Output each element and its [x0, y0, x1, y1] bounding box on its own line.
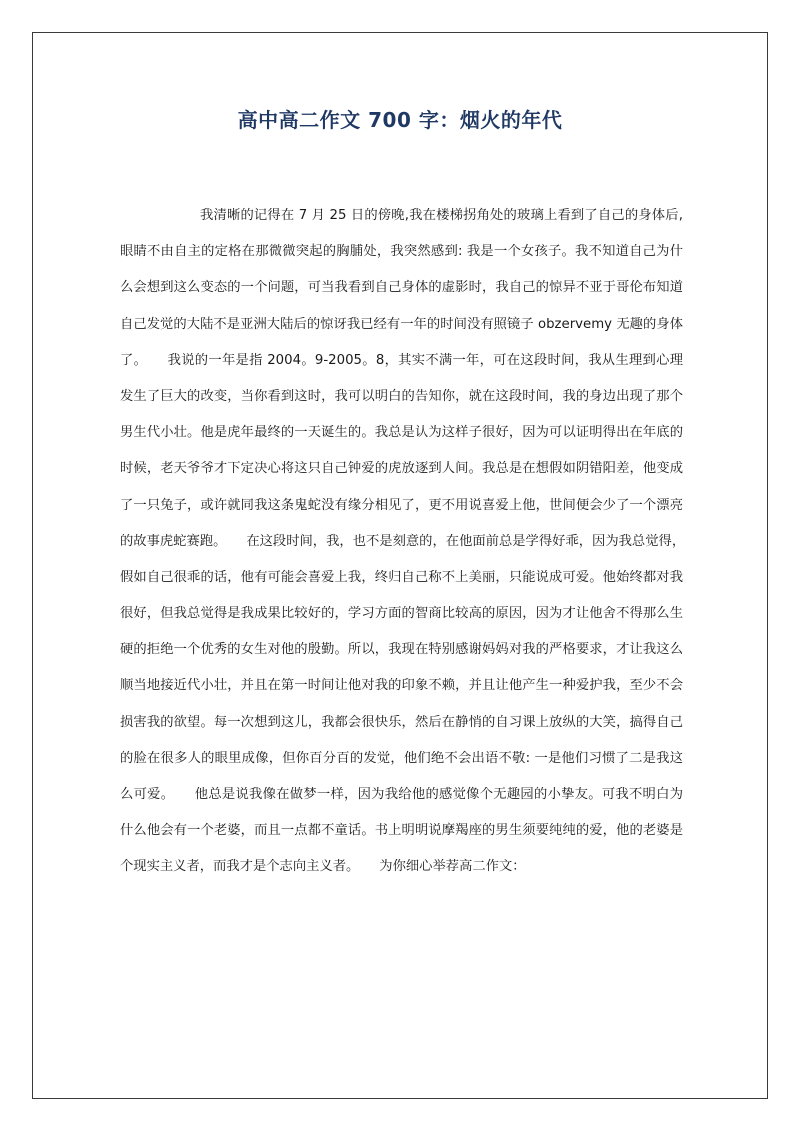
essay-line: 的故事虎蛇赛跑。 在这段时间，我，也不是刻意的，在他面前总是学得好乖，因为我总觉得，: [120, 533, 686, 549]
essay-line: 了。 我说的一年是指 2004。9-2005。8，其实不满一年，可在这段时间，我从生理到心理: [120, 352, 683, 368]
essay-line: 自己发觉的大陆不是亚洲大陆后的惊讶我已经有一年的时间没有照镜子 obzervemy 无趣的身体: [120, 316, 683, 332]
essay-line: 眼睛不由自主的定格在那微微突起的胸脯处，我突然感到: 我是一个女孩子。我不知道自己为什: [120, 244, 683, 260]
essay-line: 损害我的欲望。每一次想到这儿，我都会很快乐，然后在静悄的自习课上放纵的大笑，搞得自己: [120, 714, 683, 730]
essay-line: 男生代小壮。他是虎年最终的一天诞生的。我总是认为这样子很好，因为可以证明得出在年底的: [120, 425, 683, 441]
essay-line: 么会想到这么变态的一个问题，可当我看到自己身体的虚影时，我自己的惊异不亚于哥伦布知道: [120, 280, 683, 296]
essay-line: 假如自己很乖的话，他有可能会喜爱上我，终归自己称不上美丽，只能说成可爱。他始终都对我: [120, 569, 683, 585]
essay-line: 的脸在很多人的眼里成像，但你百分百的发觉，他们绝不会出语不敬: 一是他们习惯了二是我这: [120, 750, 683, 766]
essay-line: 了一只兔子，或许就同我这条鬼蛇没有缘分相见了，更不用说喜爱上他，世间便会少了一个漂亮: [120, 497, 683, 513]
essay-line: 顺当地接近代小壮，并且在第一时间让他对我的印象不赖，并且让他产生一种爱护我，至少不会: [120, 678, 683, 694]
essay-line: 什么他会有一个老婆，而且一点都不童话。书上明明说摩羯座的男生须要纯纯的爱，他的老婆是: [120, 823, 683, 839]
essay-line: 我清晰的记得在 7 月 25 日的傍晚,我在楼梯拐角处的玻璃上看到了自己的身体后,: [200, 208, 683, 223]
essay-line: 个现实主义者，而我才是个志向主义者。 为你细心举荐高二作文：: [120, 859, 526, 875]
essay-line: 发生了巨大的改变，当你看到这时，我可以明白的告知你，就在这段时间，我的身边出现了那个: [120, 388, 683, 404]
essay-line: 很好，但我总觉得是我成果比较好的，学习方面的智商比较高的原因，因为才让他舍不得那么生: [120, 606, 683, 622]
essay-line: 硬的拒绝一个优秀的女生对他的殷勤。所以，我现在特别感谢妈妈对我的严格要求，才让我这么: [120, 642, 683, 658]
essay-body: [120, 207, 686, 895]
essay-line: 么可爱。 他总是说我像在做梦一样，因为我给他的感觉像个无趣园的小挚友。可我不明白为: [120, 787, 683, 802]
essay-line: 时候，老天爷爷才下定决心将这只自己钟爱的虎放逐到人间。我总是在想假如阴错阳差，他变成: [120, 461, 683, 477]
document-title: 高中高二作文 700 字：烟火的年代: [237, 108, 563, 132]
